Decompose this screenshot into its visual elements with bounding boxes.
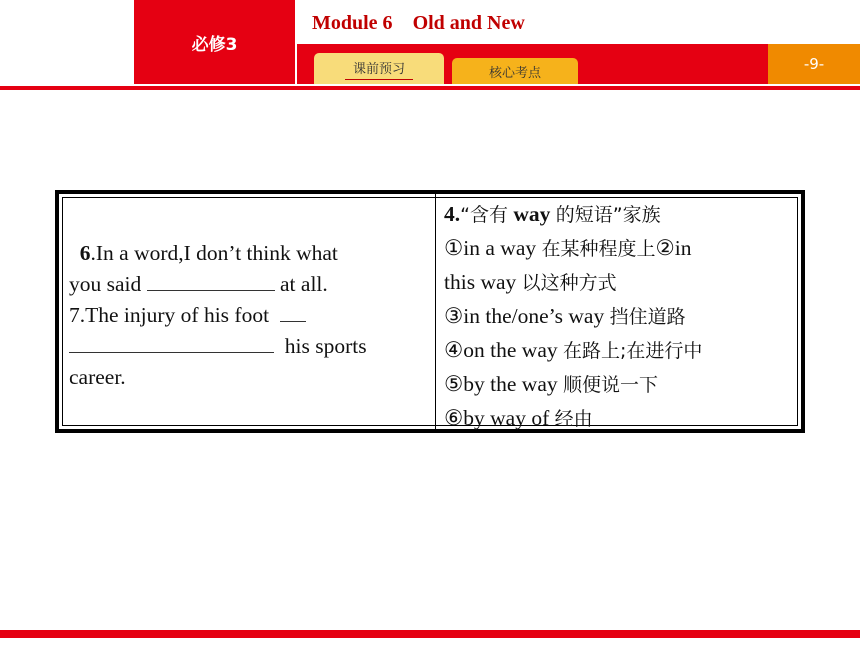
module-number: Module 6: [312, 12, 393, 34]
q7-line-3: [69, 362, 421, 393]
module-name: Old and New: [412, 12, 525, 34]
phrase-line-4: [444, 334, 799, 368]
q7-blank-b[interactable]: [69, 334, 274, 353]
phrase-2-en-end: this way: [444, 270, 517, 294]
header-rule: [0, 86, 860, 90]
heading-close: 的短语”家族: [555, 204, 661, 226]
phrase-heading: [444, 198, 799, 232]
q7-text-c: career.: [69, 365, 126, 389]
phrase-3-en: ③in the/one’s way: [444, 304, 605, 328]
q6-line-2: [69, 269, 421, 300]
q6-blank[interactable]: [147, 272, 275, 291]
q7-blank-a[interactable]: [280, 303, 306, 322]
q6-line-1: [69, 238, 421, 269]
phrase-1-en: ①in a way: [444, 236, 537, 260]
footer-rule: [0, 630, 860, 638]
phrase-5-en: ⑤by the way: [444, 372, 558, 396]
phrase-4-en: ④on the way: [444, 338, 558, 362]
phrase-2-cn: 以这种方式: [521, 272, 617, 294]
heading-open: “含有: [460, 204, 508, 226]
book-label: [134, 0, 295, 84]
tab-core[interactable]: [452, 58, 578, 84]
phrase-line-6: [444, 402, 799, 436]
phrase-line-1: [444, 232, 799, 266]
tab-preview[interactable]: [314, 53, 444, 84]
q6-text-a: .In a word,I don’t think what: [90, 241, 338, 265]
q7-line-2: [69, 331, 421, 362]
q6-text-b2: at all.: [280, 272, 328, 296]
phrase-4-cn: 在路上;在进行中: [563, 340, 703, 362]
phrase-1-cn: 在某种程度上: [541, 238, 656, 260]
heading-word: way: [513, 202, 551, 226]
q6-number: 6: [79, 241, 91, 265]
module-title: [312, 12, 525, 35]
phrase-5-cn: 顺便说一下: [563, 374, 659, 396]
heading-number: 4.: [444, 202, 461, 226]
phrase-6-en: ⑥by way of: [444, 406, 550, 430]
phrase-2-en-start: ②in: [655, 236, 692, 260]
page-number: -9-: [768, 44, 860, 84]
tab-core-label: 核心考点: [488, 65, 541, 81]
q7-text-a: 7.The injury of his foot: [69, 303, 270, 327]
phrase-line-3: [444, 300, 799, 334]
q7-line-1: [69, 300, 421, 331]
q6-text-b1: you said: [69, 272, 142, 296]
tab-preview-label: 课前预习: [345, 58, 413, 80]
q7-text-b: his sports: [284, 334, 367, 358]
phrase-cell: [444, 198, 799, 436]
phrase-6-cn: 经由: [554, 408, 593, 430]
phrase-3-cn: 挡住道路: [609, 306, 686, 328]
phrase-line-2: [444, 266, 799, 300]
book-label-text: 必修3: [191, 34, 238, 55]
exercise-cell: [69, 238, 421, 393]
content-table: [55, 190, 805, 433]
column-divider: [435, 194, 436, 429]
phrase-line-5: [444, 368, 799, 402]
